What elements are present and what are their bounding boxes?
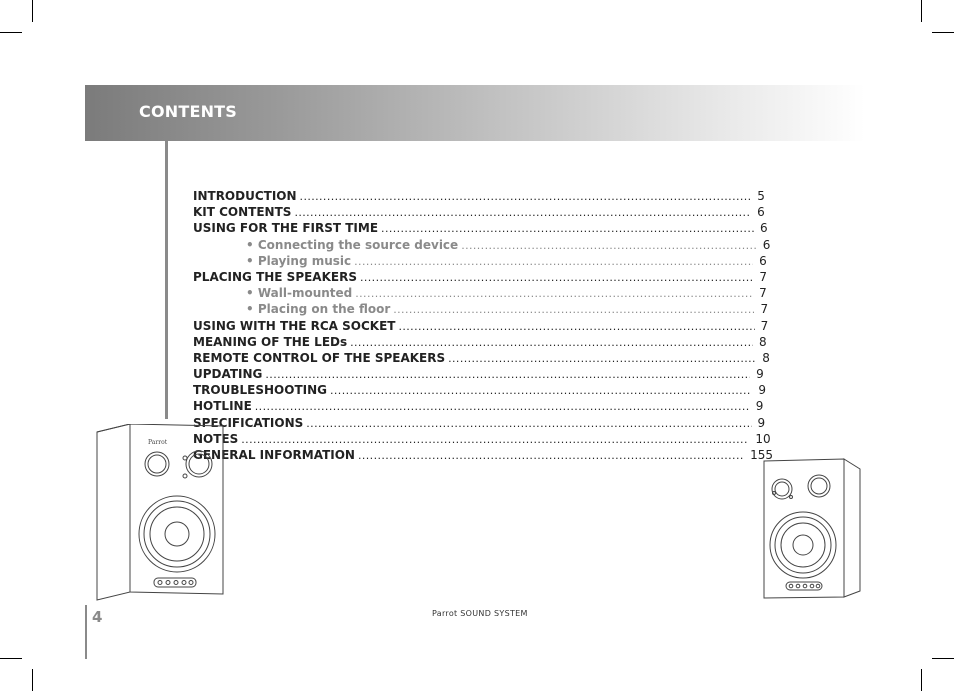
toc-entry[interactable] <box>193 366 773 382</box>
toc-leader-dots <box>306 416 751 432</box>
toc-entry-page: 6 <box>757 205 765 220</box>
toc-entry-page: 6 <box>760 221 768 236</box>
toc-leader-dots <box>360 270 753 286</box>
toc-leader-dots <box>381 221 754 237</box>
toc-leader-dots <box>355 286 753 302</box>
toc-leader-dots <box>461 238 757 254</box>
toc-entry[interactable] <box>193 285 773 301</box>
toc-entry-title: UPDATING <box>193 367 263 382</box>
toc-leader-dots <box>398 319 754 335</box>
toc-leader-dots <box>393 302 754 318</box>
toc-entry-page: 7 <box>759 269 767 284</box>
toc-entry-title: MEANING OF THE LEDs <box>193 334 348 349</box>
toc-leader-dots <box>448 351 756 367</box>
crop-mark <box>921 0 922 22</box>
toc-entry-title: • Playing music <box>246 253 352 268</box>
toc-entry[interactable] <box>193 237 773 253</box>
toc-entry-page: 5 <box>757 189 765 203</box>
crop-mark <box>0 32 22 33</box>
toc-entry-page: 10 <box>755 431 771 446</box>
toc-entry-page: 9 <box>757 415 766 430</box>
toc-entry-title: USING FOR THE FIRST TIME <box>193 221 379 236</box>
toc-leader-dots <box>350 335 753 351</box>
toc-entry[interactable] <box>193 334 773 350</box>
crop-mark <box>932 32 954 33</box>
page-number: 4 <box>92 608 103 626</box>
toc-entry-title: KIT CONTENTS <box>193 205 292 220</box>
toc-entry-title: TROUBLESHOOTING <box>193 383 327 398</box>
toc-entry-title: REMOTE CONTROL OF THE SPEAKERS <box>193 350 446 365</box>
crop-mark <box>32 669 33 691</box>
toc-entry[interactable] <box>193 350 773 366</box>
toc-entry-page: 8 <box>759 334 767 349</box>
toc-entry[interactable] <box>193 253 773 269</box>
toc-entry[interactable] <box>193 382 773 398</box>
speaker-logo: Parrot <box>148 439 168 446</box>
toc-entry[interactable] <box>193 188 773 204</box>
toc-leader-dots <box>265 367 750 383</box>
toc-entry-title: • Connecting the source device <box>246 237 459 252</box>
toc-entry-page: 7 <box>760 318 769 333</box>
toc-entry[interactable] <box>193 415 773 431</box>
table-of-contents <box>193 188 773 463</box>
toc-leader-dots <box>241 432 749 448</box>
toc-entry[interactable] <box>193 431 773 447</box>
crop-mark <box>32 0 33 22</box>
toc-entry-page: 6 <box>762 237 771 252</box>
toc-leader-dots <box>255 399 750 415</box>
toc-leader-dots <box>330 383 752 399</box>
toc-entry-page: 9 <box>755 399 764 414</box>
toc-entry[interactable] <box>193 398 773 414</box>
toc-entry-title: PLACING THE SPEAKERS <box>193 269 357 284</box>
toc-entry-page: 9 <box>758 383 766 398</box>
crop-mark <box>0 658 22 659</box>
toc-entry-title: • Placing on the floor <box>246 302 391 317</box>
toc-entry[interactable] <box>193 204 773 220</box>
toc-entry[interactable] <box>193 269 773 285</box>
toc-entry-page: 9 <box>756 367 764 382</box>
toc-entry-title: USING WITH THE RCA SOCKET <box>193 318 396 333</box>
toc-entry[interactable] <box>193 220 773 236</box>
toc-entry-title: • Wall-mounted <box>246 286 353 301</box>
toc-entry-title: GENERAL INFORMATION <box>193 448 355 462</box>
toc-entry-page: 7 <box>759 286 767 301</box>
toc-leader-dots <box>354 254 753 270</box>
toc-leader-dots <box>300 189 752 205</box>
vertical-rule <box>165 141 168 419</box>
toc-leader-dots <box>294 205 751 221</box>
toc-entry-title: SPECIFICATIONS <box>193 415 304 430</box>
toc-entry-title: NOTES <box>193 431 239 446</box>
speaker-illustration-right <box>760 455 862 601</box>
toc-entry-page: 7 <box>760 302 769 317</box>
toc-entry-page: 6 <box>759 253 767 268</box>
speaker-illustration-left <box>94 424 226 602</box>
page-number-rule <box>85 605 87 659</box>
toc-leader-dots <box>358 448 744 464</box>
toc-entry[interactable] <box>193 318 773 334</box>
crop-mark <box>932 658 954 659</box>
toc-entry[interactable] <box>193 301 773 317</box>
toc-entry-page: 155 <box>750 448 773 462</box>
toc-entry-page: 8 <box>762 350 770 365</box>
footer-text: Parrot SOUND SYSTEM <box>432 609 528 618</box>
page-title: CONTENTS <box>139 102 238 121</box>
crop-mark <box>921 669 922 691</box>
toc-entry-title: INTRODUCTION <box>193 189 297 203</box>
toc-entry[interactable] <box>193 447 773 463</box>
toc-entry-title: HOTLINE <box>193 399 252 414</box>
